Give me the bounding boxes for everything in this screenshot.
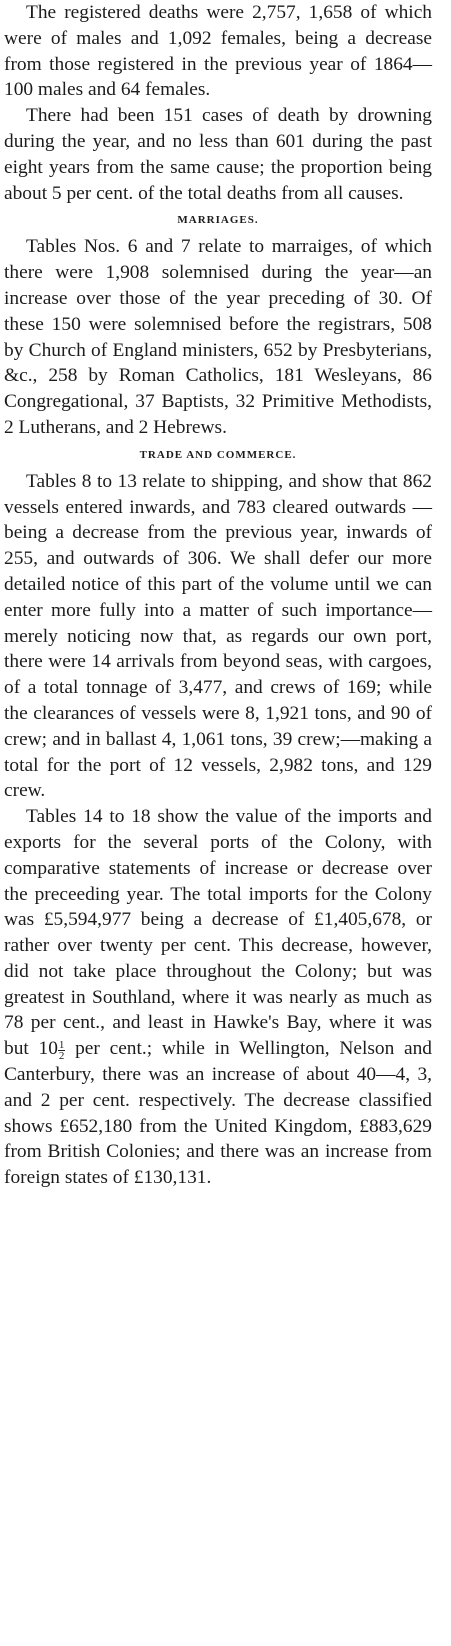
fraction-numerator: 1 bbox=[58, 1039, 65, 1052]
section-heading-marriages: MARRIAGES. bbox=[177, 214, 259, 227]
paragraph-deaths: The registered deaths were 2,757, 1,658 of which were of males and 1,092 females, being a decrease from those registered in the previous year of 1864—100 males and 64 females. bbox=[4, 2, 432, 101]
paragraph-drowning: There had been 151 cases of death by drowning during the year, and no less than 601 during the past eight years from the same cause; the proportion being about 5 per cent. of the total deaths from all causes. bbox=[4, 105, 432, 204]
paragraph-marriages: Tables Nos. 6 and 7 relate to marraiges, of which there were 1,908 solemnised during the year—an increase over those of the year preceding of 30. Of these 150 were solemnised before the registrars, 508 by Church of England ministers, 652 by Presbyterians, &c., 258 by Roman Catholics, 181 Wesleyans, 86 Congregational, 37 Baptists, 32 Primitive Methodists, 2 Lutherans, and 2 Hebrews. bbox=[4, 236, 432, 438]
paragraph-shipping: Tables 8 to 13 relate to shipping, and show that 862 vessels entered inwards, and 783 cleared outwards — being a decrease from the previous year, inwards of 255, and outwards of 306. We shall defer our more detailed notice of this part of the volume until we can enter more fully into a matter of such importance—merely noticing now that, as regards our own port, there were 14 arrivals from beyond seas, with cargoes, of a total tonnage of 3,477, and crews of 169; while the clearances of vessels were 8, 1,921 tons, and 90 of crew; and in ballast 4, 1,061 tons, 39 crew;—making a total for the port of 12 vessels, 2,982 tons, and 129 crew. bbox=[4, 470, 432, 802]
paragraph-imports bbox=[4, 804, 432, 1191]
document-page bbox=[4, 0, 432, 1191]
section-heading-trade-and-commerce: TRADE AND COMMERCE. bbox=[139, 448, 297, 461]
imports-text-part-2: per cent.; while in Wellington, Nelson and Canterbury, there was an increase of about 40—4, 3, and 2 per cent. respectively. The decrease classified shows £652,180 from the United Kingdom, £883,629 from British Colonies; and there was an increase from foreign states of £130,131. bbox=[4, 1038, 432, 1189]
fraction-denominator: 2 bbox=[58, 1050, 65, 1063]
imports-text-part-1: Tables 14 to 18 show the value of the imports and exports for the several ports of the Colony, with comparative statements of increase or decrease over the preceeding year. The total imports for the Colony was £5,594,977 being a decrease of £1,405,678, or rather over twenty per cent. This decrease, however, did not take place throughout the Colony; but was greatest in Southland, where it was nearly as much as 78 per cent., and least in Hawke's Bay, where it was but 10 bbox=[4, 806, 432, 1060]
